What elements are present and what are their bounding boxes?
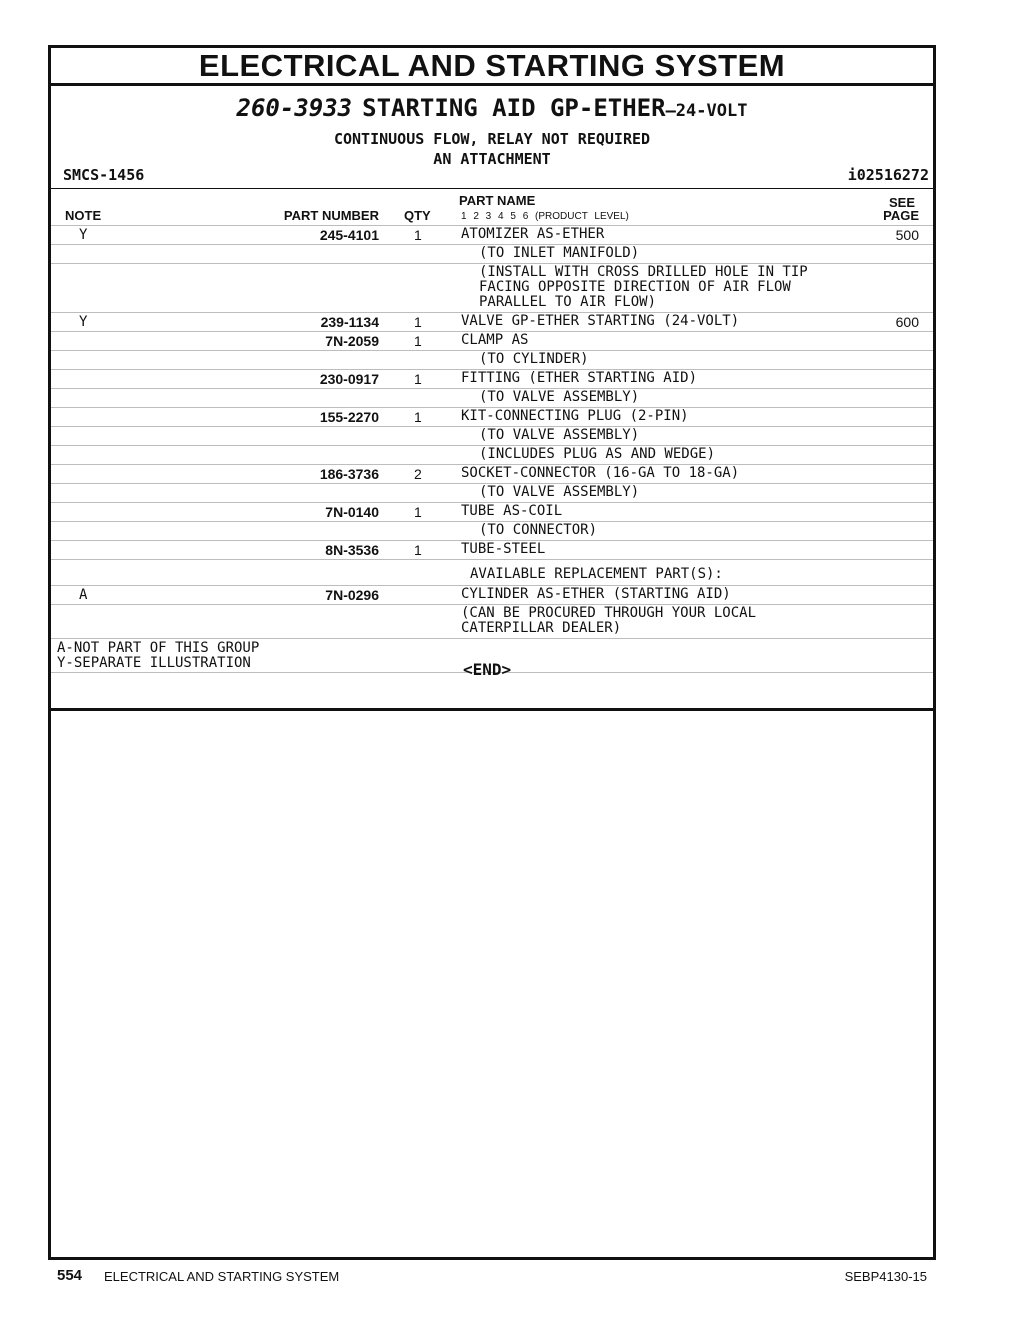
group-suffix: —24-VOLT <box>665 101 748 121</box>
table-row <box>51 350 933 369</box>
group-subtitle-1: CONTINUOUS FLOW, RELAY NOT REQUIRED <box>333 130 651 148</box>
table-row <box>51 604 933 638</box>
qty-cell: 1 <box>414 333 422 349</box>
part-name-cell: (CAN BE PROCURED THROUGH YOUR LOCAL CATERPILLAR DEALER) <box>461 605 757 636</box>
qty-cell: 1 <box>414 542 422 558</box>
table-row <box>51 540 933 559</box>
smcs-code: SMCS-1456 <box>63 166 145 184</box>
part-name-cell: ATOMIZER AS-ETHER <box>461 226 605 242</box>
part-name-cell: (TO VALVE ASSEMBLY) <box>479 389 640 405</box>
part-name-cell: (TO CYLINDER) <box>479 351 589 367</box>
table-row <box>51 521 933 540</box>
part-number-cell: 7N-2059 <box>325 333 379 349</box>
part-number-cell: 8N-3536 <box>325 542 379 558</box>
table-row <box>51 502 933 521</box>
table-row <box>51 426 933 445</box>
part-name-cell: SOCKET-CONNECTOR (16-GA TO 18-GA) <box>461 465 740 481</box>
part-name-cell: (TO INLET MANIFOLD) <box>479 245 640 261</box>
table-row <box>51 585 933 604</box>
part-name-cell: CLAMP AS <box>461 332 529 348</box>
col-header-product-levels: 1 2 3 4 5 6 (PRODUCT LEVEL) <box>461 211 629 222</box>
group-number: 260-3933 <box>236 94 353 122</box>
note-cell: A <box>79 587 88 603</box>
table-row <box>51 263 933 312</box>
part-number-cell: 7N-0296 <box>325 587 379 603</box>
catalog-page-frame <box>48 45 936 1260</box>
note-cell: Y <box>79 314 88 330</box>
part-name-cell: KIT-CONNECTING PLUG (2-PIN) <box>461 408 689 424</box>
part-name-cell: AVAILABLE REPLACEMENT PART(S): <box>470 566 723 582</box>
part-number-cell: 7N-0140 <box>325 504 379 520</box>
table-row <box>51 369 933 388</box>
part-number-cell: 245-4101 <box>319 227 379 243</box>
see-page-cell: 500 <box>895 227 919 243</box>
footer-doc-id: SEBP4130-15 <box>844 1269 927 1284</box>
part-name-cell: TUBE AS-COIL <box>461 503 563 519</box>
footnotes: A-NOT PART OF THIS GROUP Y-SEPARATE ILLUSTRATION <box>57 640 260 671</box>
table-row <box>51 244 933 263</box>
table-row <box>51 388 933 407</box>
part-name-cell: (TO VALVE ASSEMBLY) <box>479 427 640 443</box>
col-header-page: PAGE <box>883 208 919 223</box>
col-header-note: NOTE <box>65 208 102 223</box>
section-bottom-rule <box>51 708 933 711</box>
table-row <box>51 407 933 426</box>
part-number-cell: 155-2270 <box>319 409 379 425</box>
end-marker: <END> <box>463 660 512 679</box>
see-page-cell: 600 <box>895 314 919 330</box>
group-subtitle-2: AN ATTACHMENT <box>433 150 551 168</box>
table-row <box>51 483 933 502</box>
col-header-part-number: PART NUMBER <box>283 208 379 223</box>
part-name-cell: (TO VALVE ASSEMBLY) <box>479 484 640 500</box>
col-header-part-name: PART NAME <box>459 193 536 208</box>
qty-cell: 1 <box>414 314 422 330</box>
part-number-cell: 239-1134 <box>320 314 379 330</box>
table-row <box>51 225 933 244</box>
part-name-cell: FITTING (ETHER STARTING AID) <box>461 370 698 386</box>
col-header-qty: QTY <box>404 208 431 223</box>
table-row <box>51 559 933 585</box>
col-header-see: SEE <box>888 195 915 210</box>
qty-cell: 1 <box>414 504 422 520</box>
part-number-cell: 230-0917 <box>319 371 379 387</box>
part-name-cell: TUBE-STEEL <box>461 541 546 557</box>
part-number-cell: 186-3736 <box>319 466 379 482</box>
table-row <box>51 464 933 483</box>
qty-cell: 1 <box>414 409 422 425</box>
table-row <box>51 331 933 350</box>
qty-cell: 1 <box>414 371 422 387</box>
table-row <box>51 312 933 331</box>
part-name-cell: VALVE GP-ETHER STARTING (24-VOLT) <box>461 313 740 329</box>
note-cell: Y <box>79 227 88 243</box>
part-name-cell: (TO CONNECTOR) <box>479 522 598 538</box>
illustration-ref: i02516272 <box>847 166 929 184</box>
qty-cell: 2 <box>414 466 422 482</box>
part-name-cell: (INCLUDES PLUG AS AND WEDGE) <box>479 446 716 462</box>
part-name-cell: CYLINDER AS-ETHER (STARTING AID) <box>461 586 731 602</box>
group-heading <box>51 86 933 169</box>
footer-section-title: ELECTRICAL AND STARTING SYSTEM <box>104 1269 340 1284</box>
group-title-line <box>51 90 933 129</box>
footer-page-number: 554 <box>57 1267 83 1284</box>
qty-cell: 1 <box>414 227 422 243</box>
part-name-cell: (INSTALL WITH CROSS DRILLED HOLE IN TIP FACING OPPOSITE DIRECTION OF AIR FLOW PARALLEL TO AIR FLOW) <box>479 264 808 310</box>
table-row <box>51 445 933 464</box>
section-title: ELECTRICAL AND STARTING SYSTEM <box>51 48 933 86</box>
header-divider <box>51 188 933 189</box>
parts-table <box>51 225 933 674</box>
group-name: STARTING AID GP-ETHER <box>362 94 666 122</box>
